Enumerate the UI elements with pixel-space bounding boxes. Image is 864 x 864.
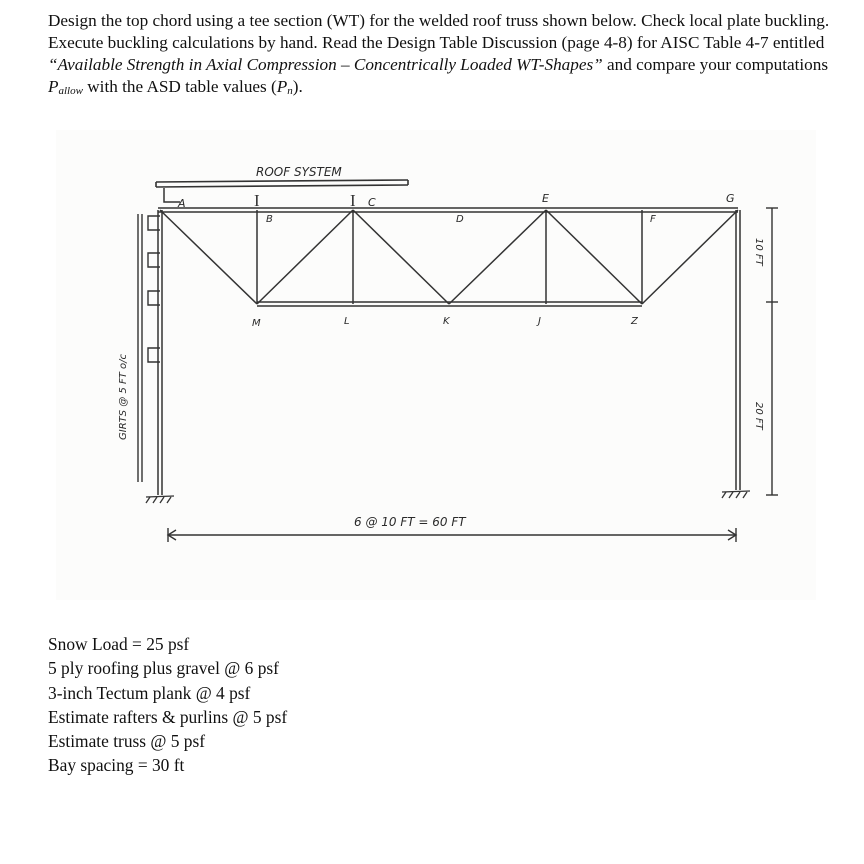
node-label-c: C bbox=[368, 196, 376, 209]
column-height-label: 20 FT bbox=[753, 402, 764, 430]
node-label-f: F bbox=[650, 214, 656, 225]
bay-spacing: Bay spacing = 30 ft bbox=[48, 755, 185, 776]
purlin-icon: I bbox=[350, 191, 356, 210]
truss-load: Estimate truss @ 5 psf bbox=[48, 731, 206, 752]
snow-load: Snow Load = 25 psf bbox=[48, 634, 190, 654]
problem-statement bbox=[48, 10, 848, 102]
problem-text-4: ). bbox=[292, 77, 303, 96]
node-label-b: B bbox=[266, 214, 273, 225]
node-label-e: E bbox=[542, 192, 549, 205]
node-label-l: L bbox=[344, 316, 350, 327]
problem-text-2: and compare your computations bbox=[602, 55, 829, 74]
load-list bbox=[48, 632, 287, 778]
roofing-load: 5 ply roofing plus gravel @ 6 psf bbox=[48, 658, 279, 679]
node-label-m: M bbox=[252, 318, 261, 329]
node-label-a: A bbox=[178, 197, 186, 210]
span-label: 6 @ 10 FT = 60 FT bbox=[354, 515, 466, 529]
roof-system-label: ROOF SYSTEM bbox=[256, 165, 342, 179]
p-n-symbol: $P_n$ bbox=[276, 77, 293, 97]
node-label-k: K bbox=[443, 316, 450, 327]
plank-load: 3-inch Tectum plank @ 4 psf bbox=[48, 682, 251, 703]
rafters-purlins-load: Estimate rafters & purlins @ 5 psf bbox=[48, 706, 288, 727]
purlin-icon: I bbox=[254, 191, 260, 210]
node-label-g: G bbox=[726, 192, 735, 205]
problem-text-3: with the ASD table values ( bbox=[82, 77, 277, 96]
p-allow-symbol: $P_{allow}$ bbox=[48, 77, 83, 97]
node-label-z: Z bbox=[631, 316, 638, 327]
truss-sketch bbox=[56, 130, 816, 600]
table-title: “Available Strength in Axial Compression – Concentrically Loaded WT-Shapes” bbox=[48, 55, 603, 74]
girts-label: GIRTS @ 5 FT o/c bbox=[118, 353, 129, 440]
truss-depth-label: 10 FT bbox=[753, 238, 764, 266]
problem-text-1: Design the top chord using a tee section (WT) for the welded roof truss shown below. Check local plate buckling. Execute buckling calculations by hand. Read the Design Table Discussion (page 4-8) for AISC Table 4-7 entitled bbox=[48, 11, 830, 52]
node-label-j: J bbox=[538, 316, 541, 327]
node-label-d: D bbox=[456, 214, 464, 225]
